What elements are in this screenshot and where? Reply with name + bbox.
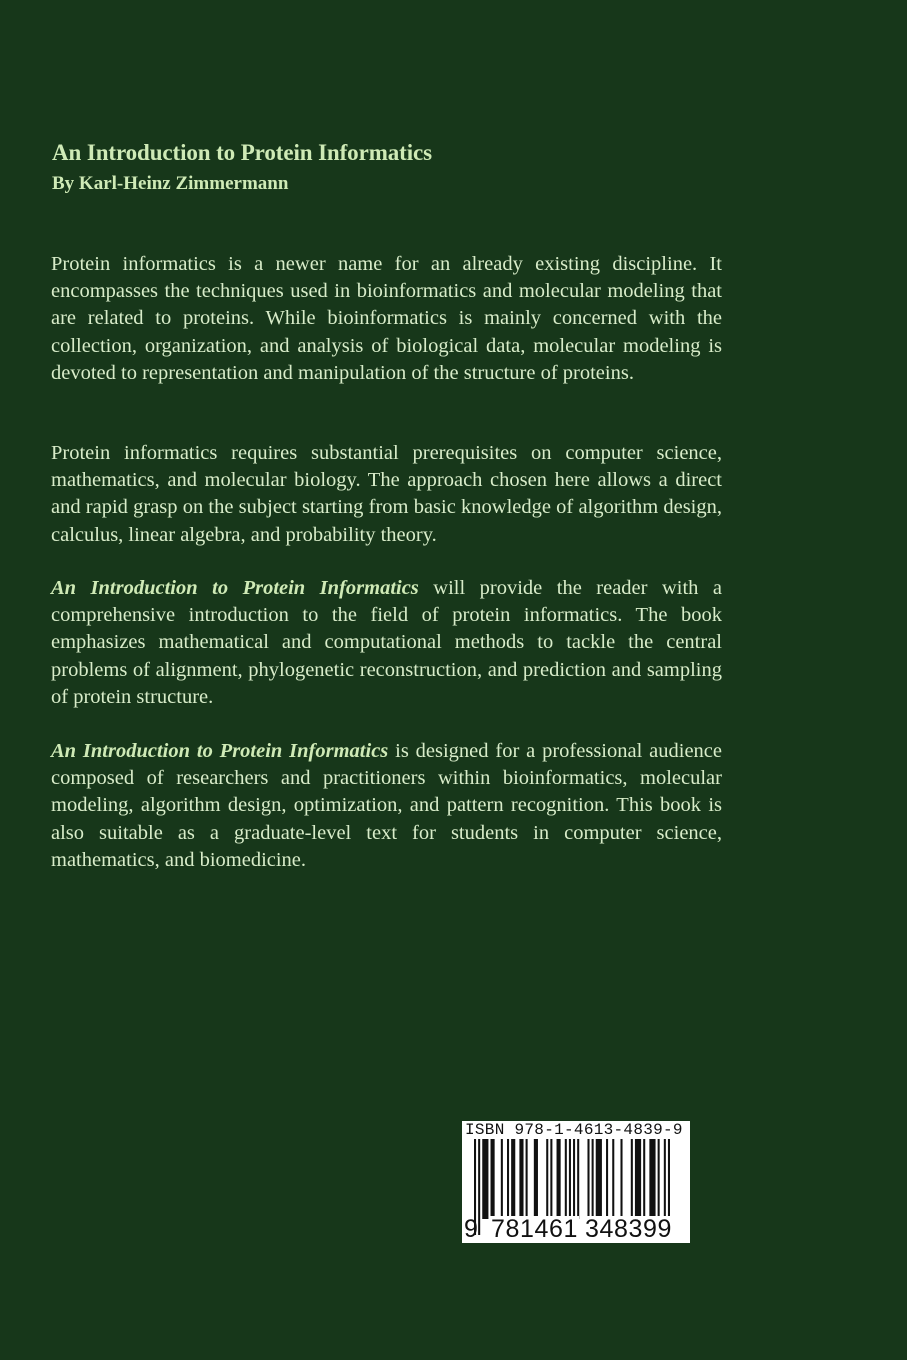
barcode-bar (557, 1139, 561, 1219)
barcode-bar (526, 1139, 528, 1219)
barcode-digit-first: 9 (464, 1215, 478, 1243)
barcode-bar (550, 1139, 552, 1219)
barcode-bar (643, 1139, 645, 1219)
paragraph-text: Protein informatics requires substantial prerequisites on computer science, mathematics, and molecular biology. The approach chosen here allows a direct and rapid grasp on the subject starting from basic knowledge of algorithm design, calculus, linear algebra, and probability theory. (51, 442, 722, 546)
barcode-bar (511, 1139, 515, 1219)
book-author: By Karl-Heinz Zimmermann (52, 173, 289, 194)
barcode-bar (534, 1139, 538, 1219)
paragraph-text: is designed for a professional audience composed of researchers and practitioners within bioinformatics, molecular modeling, algorithm design, optimization, and pattern recognition. This book is also suitable as a graduate-level text for students in computer science, mathematics, and biomedicine. (51, 740, 722, 871)
barcode-bar (577, 1139, 579, 1219)
book-title-emphasis: An Introduction to Protein Informatics (51, 577, 419, 599)
barcode-bar (606, 1139, 608, 1219)
description-paragraph-3 (51, 575, 722, 711)
barcode-bar (596, 1139, 602, 1219)
barcode-bar (635, 1139, 641, 1219)
barcode-bar (482, 1139, 488, 1219)
barcode-digits-left: 781461 (491, 1215, 579, 1243)
isbn-label: ISBN 978-1-4613-4839-9 (465, 1121, 683, 1139)
barcode-bar (658, 1139, 660, 1219)
barcode-bar (612, 1139, 614, 1219)
description-paragraph-4 (51, 738, 722, 874)
description-paragraph-2 (51, 440, 722, 549)
isbn-barcode (462, 1121, 690, 1243)
barcode-bar (620, 1139, 622, 1219)
description-paragraph-1 (51, 251, 722, 387)
barcode-bar (491, 1139, 495, 1219)
barcode-digits-right: 348399 (585, 1215, 673, 1243)
barcode-bar (565, 1139, 567, 1219)
book-title-emphasis: An Introduction to Protein Informatics (51, 740, 389, 762)
barcode-bar (507, 1139, 509, 1219)
book-title: An Introduction to Protein Informatics (52, 140, 432, 165)
barcode-bar (501, 1139, 503, 1219)
barcode-bar (519, 1139, 523, 1219)
barcode-bar (587, 1139, 589, 1219)
paragraph-text: Protein informatics is a newer name for an already existing discipline. It encompasses the techniques used in bioinformatics and molecular modeling that are related to proteins. While bioinformatics is mainly concerned with the collection, organization, and analysis of biological data, molecular modeling is devoted to representation and manipulation of the structure of proteins. (51, 253, 722, 384)
barcode-bar (649, 1139, 655, 1219)
paragraph-text: will provide the reader with a comprehensive introduction to the field of protein informatics. The book emphasizes mathematical and computational methods to tackle the central problems of alignment, phylogenetic reconstruction, and prediction and sampling of protein structure. (51, 577, 722, 708)
barcode-bar (592, 1139, 594, 1219)
barcode-digits (462, 1216, 690, 1242)
barcode-bar (631, 1139, 633, 1219)
barcode-bar (546, 1139, 548, 1219)
